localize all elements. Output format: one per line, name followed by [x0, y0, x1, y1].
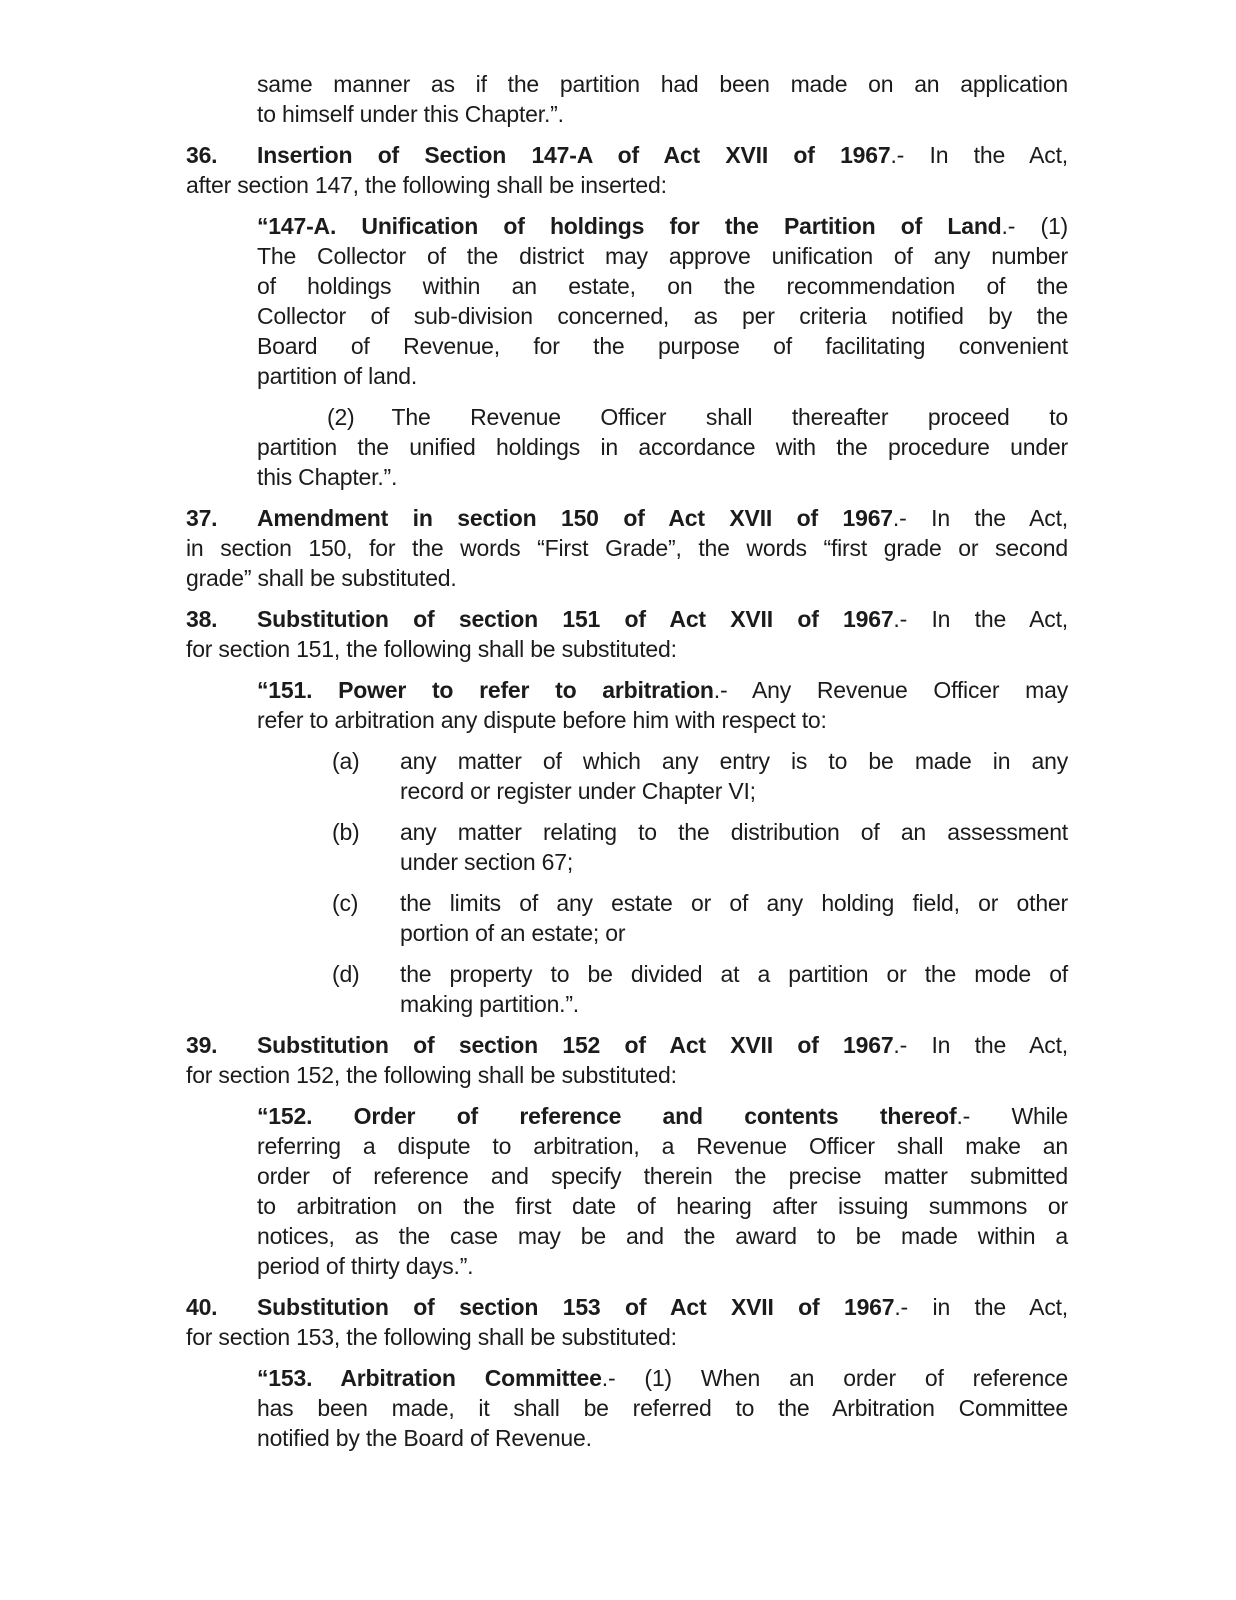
section-38	[186, 604, 1068, 664]
text-run: has been made, it shall be referred to the Arbitration Committee	[257, 1395, 1068, 1421]
text-line	[400, 918, 1068, 948]
text-line	[186, 1292, 1068, 1322]
text-line	[257, 69, 1068, 99]
text-line	[400, 746, 1068, 776]
section-number: 37.	[186, 505, 218, 531]
item-body	[400, 817, 1068, 877]
text-line	[186, 563, 1068, 593]
text-line	[186, 1060, 1068, 1090]
text-run: after section 147, the following shall be inserted:	[186, 172, 667, 198]
text-run: under section 67;	[400, 849, 574, 875]
item-c	[332, 888, 1068, 948]
text-line	[186, 533, 1068, 563]
text-run: (2)	[327, 404, 355, 430]
item-a	[332, 746, 1068, 806]
text-line	[186, 170, 1068, 200]
text-run: The Revenue Officer shall thereafter proceed to	[391, 404, 1068, 430]
bold-run: Insertion of Section 147-A of Act XVII of 1967	[257, 142, 891, 168]
text-run: partition the unified holdings in accordance with the procedure under	[257, 434, 1068, 460]
bold-run: “153. Arbitration Committee	[257, 1365, 602, 1391]
item-body	[400, 959, 1068, 1019]
text-line	[257, 462, 1068, 492]
text-line	[257, 301, 1068, 331]
bold-run: “151. Power to refer to arbitration	[257, 677, 714, 703]
text-run: for section 153, the following shall be substituted:	[186, 1324, 677, 1350]
text-run: portion of an estate; or	[400, 920, 626, 946]
item-d	[332, 959, 1068, 1019]
section-number: 40.	[186, 1294, 218, 1320]
text-run: grade” shall be substituted.	[186, 565, 457, 591]
text-line	[186, 1030, 1068, 1060]
bold-run: Amendment in section 150 of Act XVII of 1967	[257, 505, 893, 531]
text-line	[186, 604, 1068, 634]
bold-run: Substitution of section 152 of Act XVII of 1967	[257, 1032, 894, 1058]
text-line	[257, 1363, 1068, 1393]
item-body	[400, 746, 1068, 806]
text-run: this Chapter.”.	[257, 464, 398, 490]
section-36	[186, 140, 1068, 200]
text-run: .- In the Act,	[893, 1032, 1068, 1058]
section-39	[186, 1030, 1068, 1090]
text-run: any matter relating to the distribution of an assessment	[400, 819, 1068, 845]
section-number: 39.	[186, 1032, 218, 1058]
text-line	[400, 959, 1068, 989]
text-line	[186, 634, 1068, 664]
provision-147a-sub-2	[257, 402, 1068, 492]
bold-run: “152. Order of reference and contents thereof	[257, 1103, 957, 1129]
text-line	[400, 847, 1068, 877]
text-run: to arbitration on the first date of hearing after issuing summons or	[257, 1193, 1068, 1219]
text-line	[257, 271, 1068, 301]
item-body	[400, 888, 1068, 948]
text-run: .- Any Revenue Officer may	[713, 677, 1069, 703]
text-line	[257, 1191, 1068, 1221]
text-run: referring a dispute to arbitration, a Revenue Officer shall make an	[257, 1133, 1068, 1159]
item-label: (d)	[332, 961, 360, 987]
text-line	[257, 1393, 1068, 1423]
text-line	[257, 99, 1068, 129]
bold-run: Substitution of section 153 of Act XVII of 1967	[257, 1294, 895, 1320]
text-run: for section 152, the following shall be substituted:	[186, 1062, 677, 1088]
text-line	[257, 331, 1068, 361]
section-number: 36.	[186, 142, 218, 168]
text-run: any matter of which any entry is to be made in any	[400, 748, 1068, 774]
text-line	[257, 705, 1068, 735]
text-line	[400, 817, 1068, 847]
section-number: 38.	[186, 606, 218, 632]
text-run: Board of Revenue, for the purpose of facilitating convenient	[257, 333, 1068, 359]
text-run: partition of land.	[257, 363, 418, 389]
text-run: .- In the Act,	[890, 142, 1068, 168]
text-run: period of thirty days.”.	[257, 1253, 474, 1279]
text-run: .- In the Act,	[893, 606, 1068, 632]
text-run: of holdings within an estate, on the recommendation of the	[257, 273, 1068, 299]
provision-147a	[257, 211, 1068, 391]
text-run: in section 150, for the words “First Grade”, the words “first grade or second	[186, 535, 1068, 561]
text-line	[257, 432, 1068, 462]
text-run: same manner as if the partition had been made on an application	[257, 71, 1068, 97]
text-line	[186, 503, 1068, 533]
text-line	[257, 1131, 1068, 1161]
text-line	[257, 1101, 1068, 1131]
text-run: notices, as the case may be and the award to be made within a	[257, 1223, 1068, 1249]
text-run: record or register under Chapter VI;	[400, 778, 756, 804]
item-label: (a)	[332, 748, 360, 774]
text-line	[186, 140, 1068, 170]
bold-run: “147-A. Unification of holdings for the Partition of Land	[257, 213, 1002, 239]
provision-151	[257, 675, 1068, 735]
section-37	[186, 503, 1068, 593]
tab-spacer	[257, 424, 327, 425]
text-line	[186, 1322, 1068, 1352]
text-line	[257, 211, 1068, 241]
item-b	[332, 817, 1068, 877]
text-run: making partition.”.	[400, 991, 579, 1017]
provision-152	[257, 1101, 1068, 1281]
text-run: .- In the Act,	[892, 505, 1068, 531]
text-run: .- in the Act,	[894, 1294, 1068, 1320]
text-run: .- (1) When an order of reference	[601, 1365, 1068, 1391]
text-run: refer to arbitration any dispute before him with respect to:	[257, 707, 827, 733]
section-40	[186, 1292, 1068, 1352]
text-run: The Collector of the district may approve unification of any number	[257, 243, 1068, 269]
text-line	[257, 675, 1068, 705]
text-run: order of reference and specify therein the precise matter submitted	[257, 1163, 1068, 1189]
text-line	[257, 241, 1068, 271]
bold-run: Substitution of section 151 of Act XVII of 1967	[257, 606, 894, 632]
text-line	[400, 888, 1068, 918]
text-run: to himself under this Chapter.”.	[257, 101, 564, 127]
text-line	[257, 1161, 1068, 1191]
text-run: Collector of sub-division concerned, as per criteria notified by the	[257, 303, 1068, 329]
item-label: (b)	[332, 819, 360, 845]
text-line	[257, 402, 1068, 432]
text-line	[257, 1251, 1068, 1281]
provision-153	[257, 1363, 1068, 1453]
text-line	[257, 361, 1068, 391]
tab-spacer	[355, 424, 392, 425]
text-run: .- While	[956, 1103, 1068, 1129]
text-run: the property to be divided at a partition or the mode of	[400, 961, 1068, 987]
text-run: notified by the Board of Revenue.	[257, 1425, 592, 1451]
text-run: .- (1)	[1001, 213, 1069, 239]
text-line	[400, 776, 1068, 806]
continuation-paragraph	[257, 69, 1068, 129]
text-run: the limits of any estate or of any holding field, or other	[400, 890, 1068, 916]
text-line	[257, 1423, 1068, 1453]
item-label: (c)	[332, 890, 359, 916]
text-line	[400, 989, 1068, 1019]
text-line	[257, 1221, 1068, 1251]
text-run: for section 151, the following shall be substituted:	[186, 636, 677, 662]
